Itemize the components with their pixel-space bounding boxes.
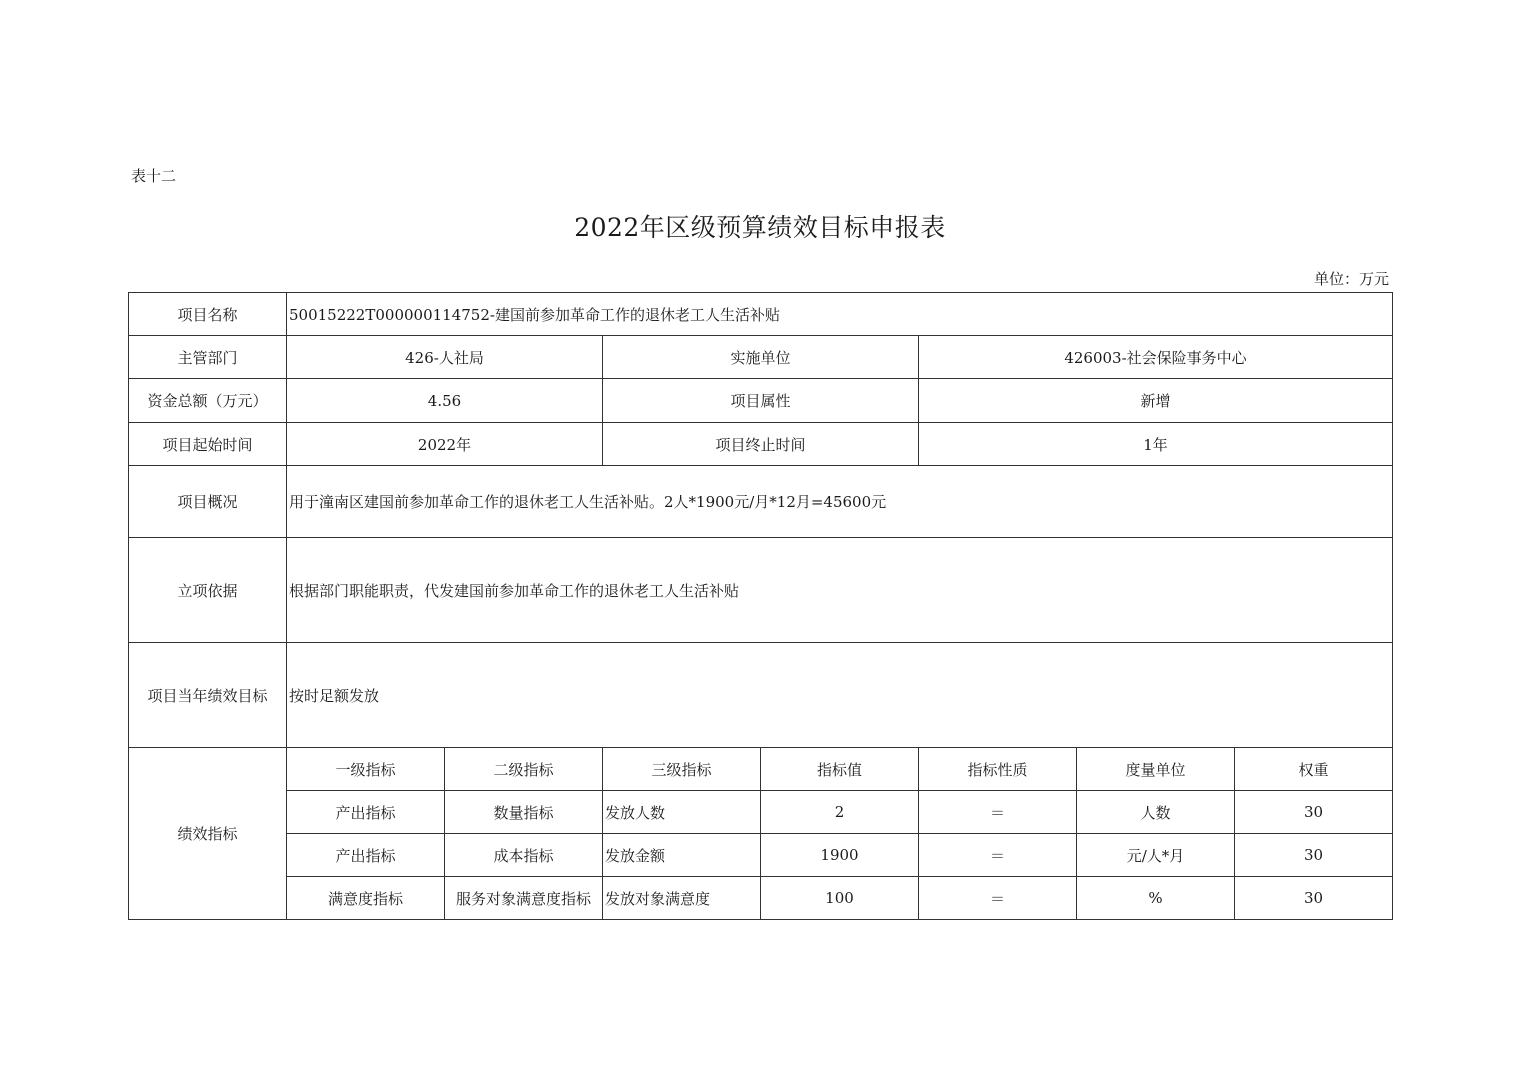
performance-target-table — [128, 292, 1393, 920]
indicator-cell: 满意度指标 — [287, 877, 445, 920]
overview-label: 项目概况 — [129, 466, 287, 538]
row-annual-goal — [129, 643, 1393, 748]
indicator-cell: 人数 — [1077, 791, 1235, 834]
annual-goal-value: 按时足额发放 — [287, 643, 1393, 748]
department-value: 426-人社局 — [287, 336, 603, 379]
indicator-row — [129, 834, 1393, 877]
indicator-header-cell: 权重 — [1235, 748, 1393, 791]
indicator-cell: ＝ — [919, 791, 1077, 834]
indicator-cell: 30 — [1235, 877, 1393, 920]
indicator-cell: 30 — [1235, 791, 1393, 834]
unit-note: 单位：万元 — [1313, 270, 1389, 288]
fund-total-label: 资金总额（万元） — [129, 379, 287, 423]
document-title: 2022年区级预算绩效目标申报表 — [574, 213, 946, 242]
overview-value: 用于潼南区建国前参加革命工作的退休老工人生活补贴。2人*1900元/月*12月=45600元 — [287, 466, 1393, 538]
end-time-label: 项目终止时间 — [603, 423, 919, 466]
project-attribute-value: 新增 — [919, 379, 1393, 423]
row-department — [129, 336, 1393, 379]
fund-total-value: 4.56 — [287, 379, 603, 423]
indicator-header-cell: 三级指标 — [603, 748, 761, 791]
start-time-label: 项目起始时间 — [129, 423, 287, 466]
row-overview — [129, 466, 1393, 538]
indicator-cell: 元/人*月 — [1077, 834, 1235, 877]
indicator-row — [129, 791, 1393, 834]
implementing-unit-label: 实施单位 — [603, 336, 919, 379]
project-name-value: 50015222T000000114752-建国前参加革命工作的退休老工人生活补贴 — [287, 293, 1393, 336]
indicator-cell: 100 — [761, 877, 919, 920]
department-label: 主管部门 — [129, 336, 287, 379]
start-time-value: 2022年 — [287, 423, 603, 466]
row-period — [129, 423, 1393, 466]
indicator-header-cell: 一级指标 — [287, 748, 445, 791]
project-attribute-label: 项目属性 — [603, 379, 919, 423]
indicator-cell: 产出指标 — [287, 791, 445, 834]
basis-label: 立项依据 — [129, 538, 287, 643]
row-project-name — [129, 293, 1393, 336]
indicator-cell: 发放对象满意度 — [603, 877, 761, 920]
annual-goal-label: 项目当年绩效目标 — [129, 643, 287, 748]
table-number-label: 表十二 — [131, 167, 177, 185]
indicator-header-row — [129, 748, 1393, 791]
indicator-cell: ＝ — [919, 877, 1077, 920]
basis-value: 根据部门职能职责，代发建国前参加革命工作的退休老工人生活补贴 — [287, 538, 1393, 643]
indicator-cell: 产出指标 — [287, 834, 445, 877]
indicator-cell: 数量指标 — [445, 791, 603, 834]
indicator-cell: 发放人数 — [603, 791, 761, 834]
indicator-header-cell: 二级指标 — [445, 748, 603, 791]
indicator-row — [129, 877, 1393, 920]
indicator-cell: ＝ — [919, 834, 1077, 877]
indicator-cell: 2 — [761, 791, 919, 834]
indicator-cell: 发放金额 — [603, 834, 761, 877]
indicator-header-cell: 度量单位 — [1077, 748, 1235, 791]
project-name-label: 项目名称 — [129, 293, 287, 336]
implementing-unit-value: 426003-社会保险事务中心 — [919, 336, 1393, 379]
indicator-cell: 成本指标 — [445, 834, 603, 877]
indicator-cell: 服务对象满意度指标 — [445, 877, 603, 920]
row-basis — [129, 538, 1393, 643]
end-time-value: 1年 — [919, 423, 1393, 466]
indicator-header-cell: 指标值 — [761, 748, 919, 791]
indicator-cell: 1900 — [761, 834, 919, 877]
row-fund — [129, 379, 1393, 423]
indicator-header-cell: 指标性质 — [919, 748, 1077, 791]
indicator-cell: % — [1077, 877, 1235, 920]
indicator-cell: 30 — [1235, 834, 1393, 877]
indicators-section-label: 绩效指标 — [129, 748, 287, 920]
